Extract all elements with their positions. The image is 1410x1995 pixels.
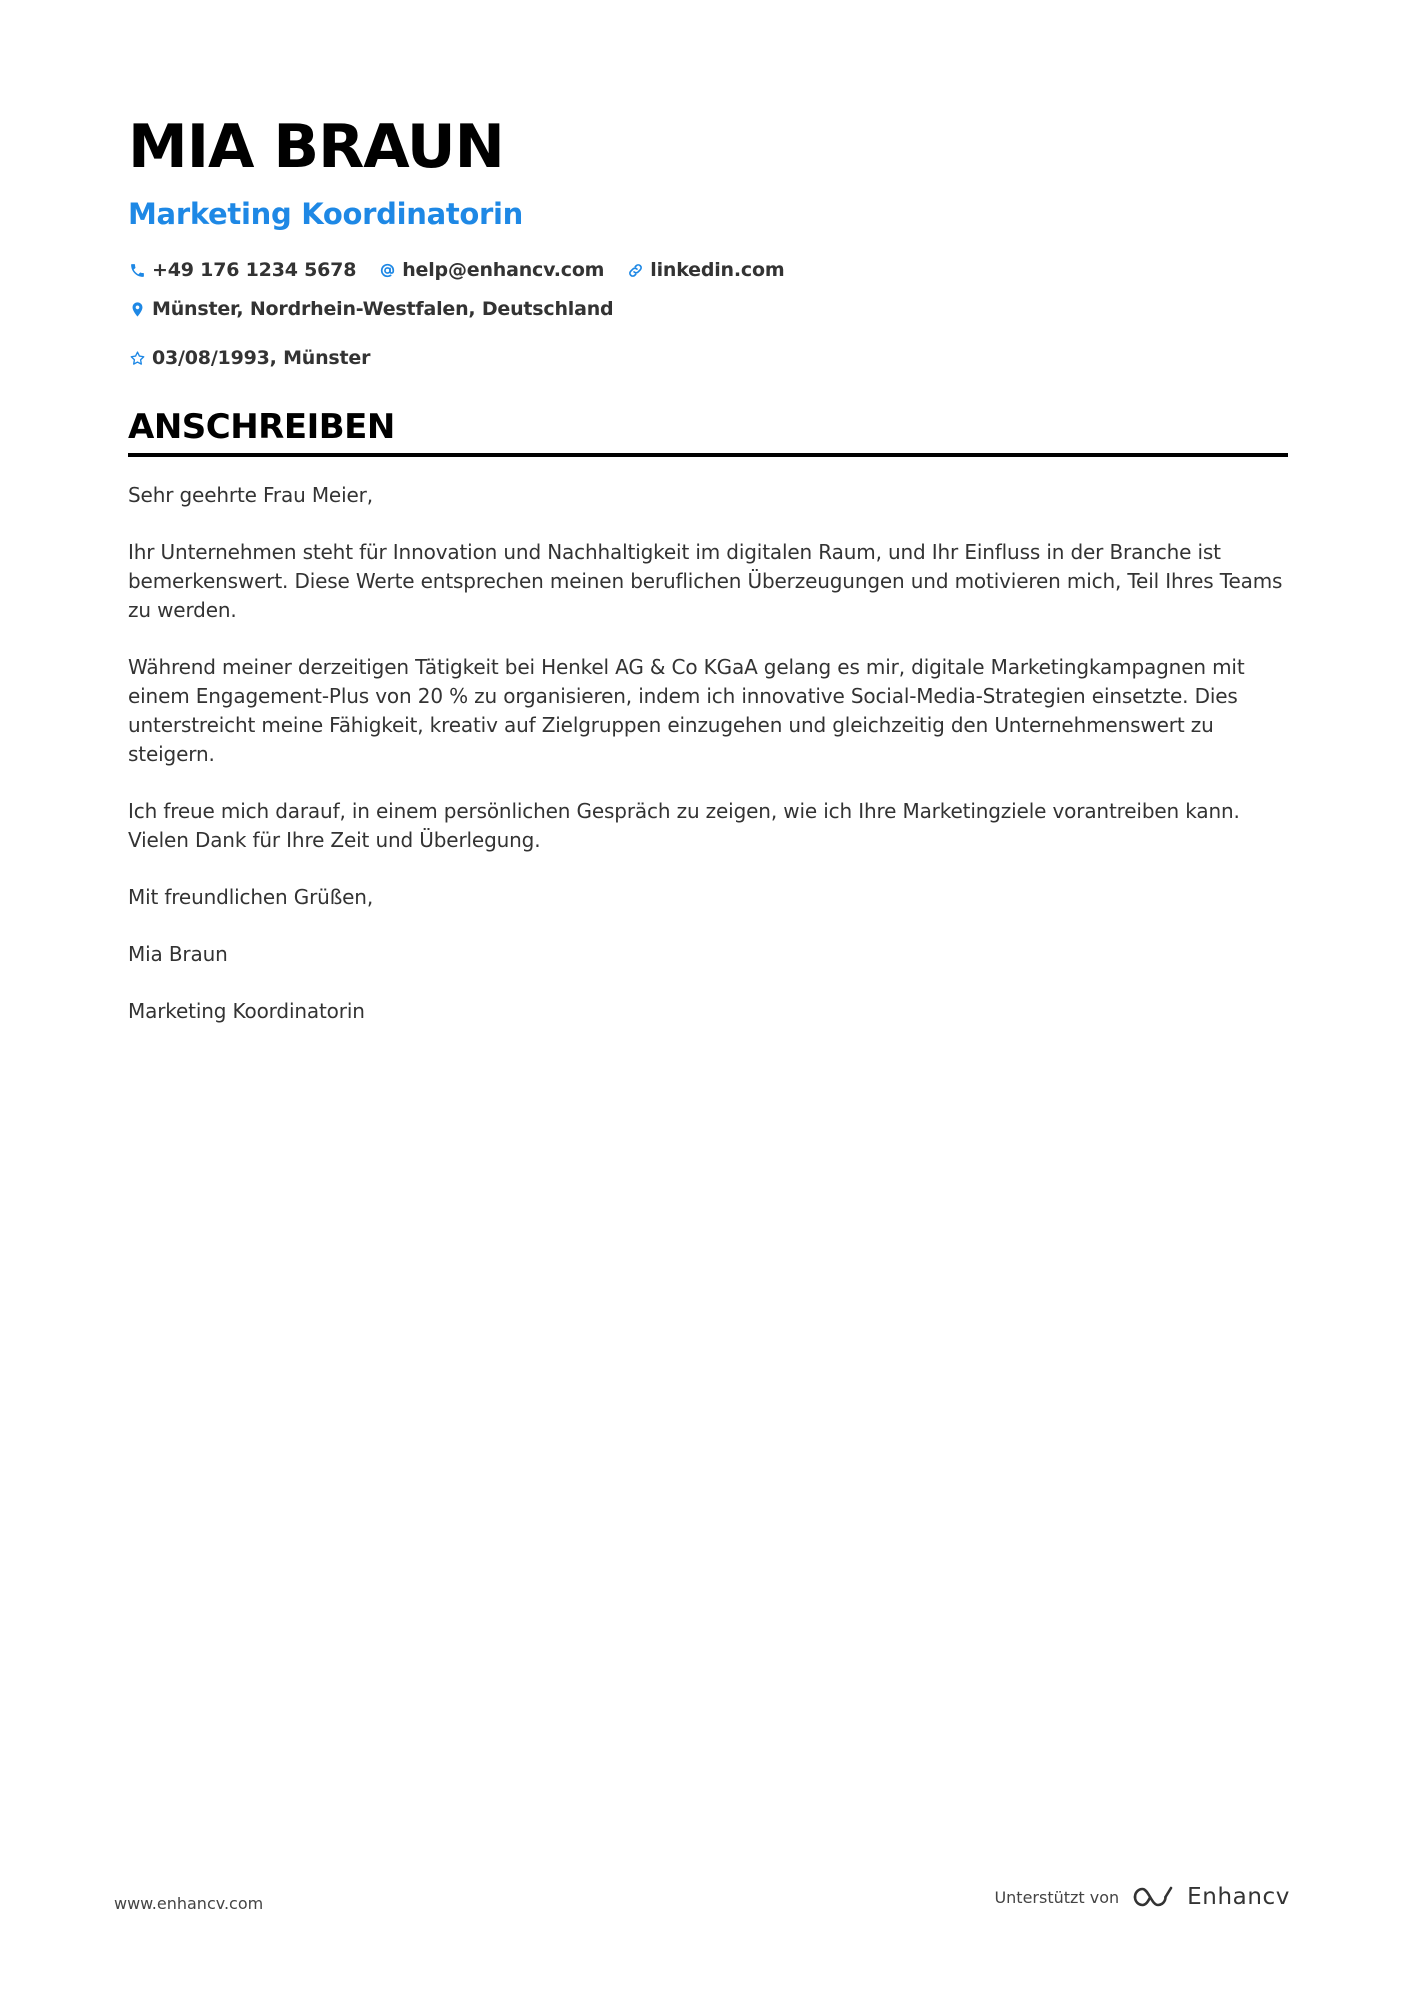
phone-icon — [128, 262, 146, 280]
contact-linkedin[interactable] — [626, 256, 784, 285]
letter-paragraph-1: Ihr Unternehmen steht für Innovation und Nachhaltigkeit im digitalen Raum, und Ihr Einfluss in der Branche ist bemerkenswert. Diese Werte entsprechen meinen beruflichen Überzeugungen und motivieren mich, Teil Ihres Teams zu werden. — [128, 540, 1283, 622]
link-icon — [626, 262, 644, 280]
contact-email-text: help@enhancv.com — [402, 259, 605, 281]
enhancv-logo-icon — [1131, 1884, 1177, 1910]
contact-phone-text: +49 176 1234 5678 — [152, 259, 357, 281]
powered-by-label: Unterstützt von — [994, 1887, 1120, 1907]
letter-paragraph-2: Während meiner derzeitigen Tätigkeit bei Henkel AG & Co KGaA gelang es mir, digitale Marketingkampagnen mit einem Engagement-Plus von 20 % zu organisieren, indem ich innovative Social-Media-Strategien einsetzte. Dies unterstreicht meine Fähigkeit, kreativ auf Zielgruppen einzugehen und gleichzeitig den Unternehmenswert zu steigern. — [128, 655, 1245, 766]
section-divider — [128, 453, 1288, 457]
signature-name: Mia Braun — [128, 942, 228, 966]
job-title: Marketing Koordinatorin — [128, 197, 524, 231]
letter-greeting: Sehr geehrte Frau Meier, — [128, 483, 373, 507]
footer-branding[interactable] — [994, 1884, 1290, 1910]
contact-list — [128, 256, 1288, 373]
letter-paragraph-3: Ich freue mich darauf, in einem persönlichen Gespräch zu zeigen, wie ich Ihre Marketingziele vorantreiben kann. Vielen Dank für Ihre Zeit und Überlegung. — [128, 799, 1240, 852]
letter-closing: Mit freundlichen Grüßen, — [128, 885, 374, 909]
footer-website[interactable]: www.enhancv.com — [114, 1894, 264, 1913]
contact-birth — [128, 344, 370, 373]
brand-name: Enhancv — [1187, 1884, 1290, 1910]
contact-birth-text: 03/08/1993, Münster — [152, 347, 371, 369]
letter-body — [128, 481, 1288, 1026]
section-title: ANSCHREIBEN — [128, 407, 395, 447]
contact-location — [128, 295, 613, 324]
candidate-name: MIA BRAUN — [128, 112, 504, 182]
contact-linkedin-text: linkedin.com — [650, 259, 785, 281]
at-icon — [378, 262, 396, 280]
contact-phone — [128, 256, 356, 285]
cover-letter-section — [128, 405, 1288, 1054]
contact-location-text: Münster, Nordrhein-Westfalen, Deutschland — [152, 298, 614, 320]
location-pin-icon — [128, 301, 146, 319]
contact-email[interactable] — [378, 256, 604, 285]
signature-title: Marketing Koordinatorin — [128, 999, 365, 1023]
star-icon — [128, 350, 146, 368]
header — [128, 108, 1288, 373]
